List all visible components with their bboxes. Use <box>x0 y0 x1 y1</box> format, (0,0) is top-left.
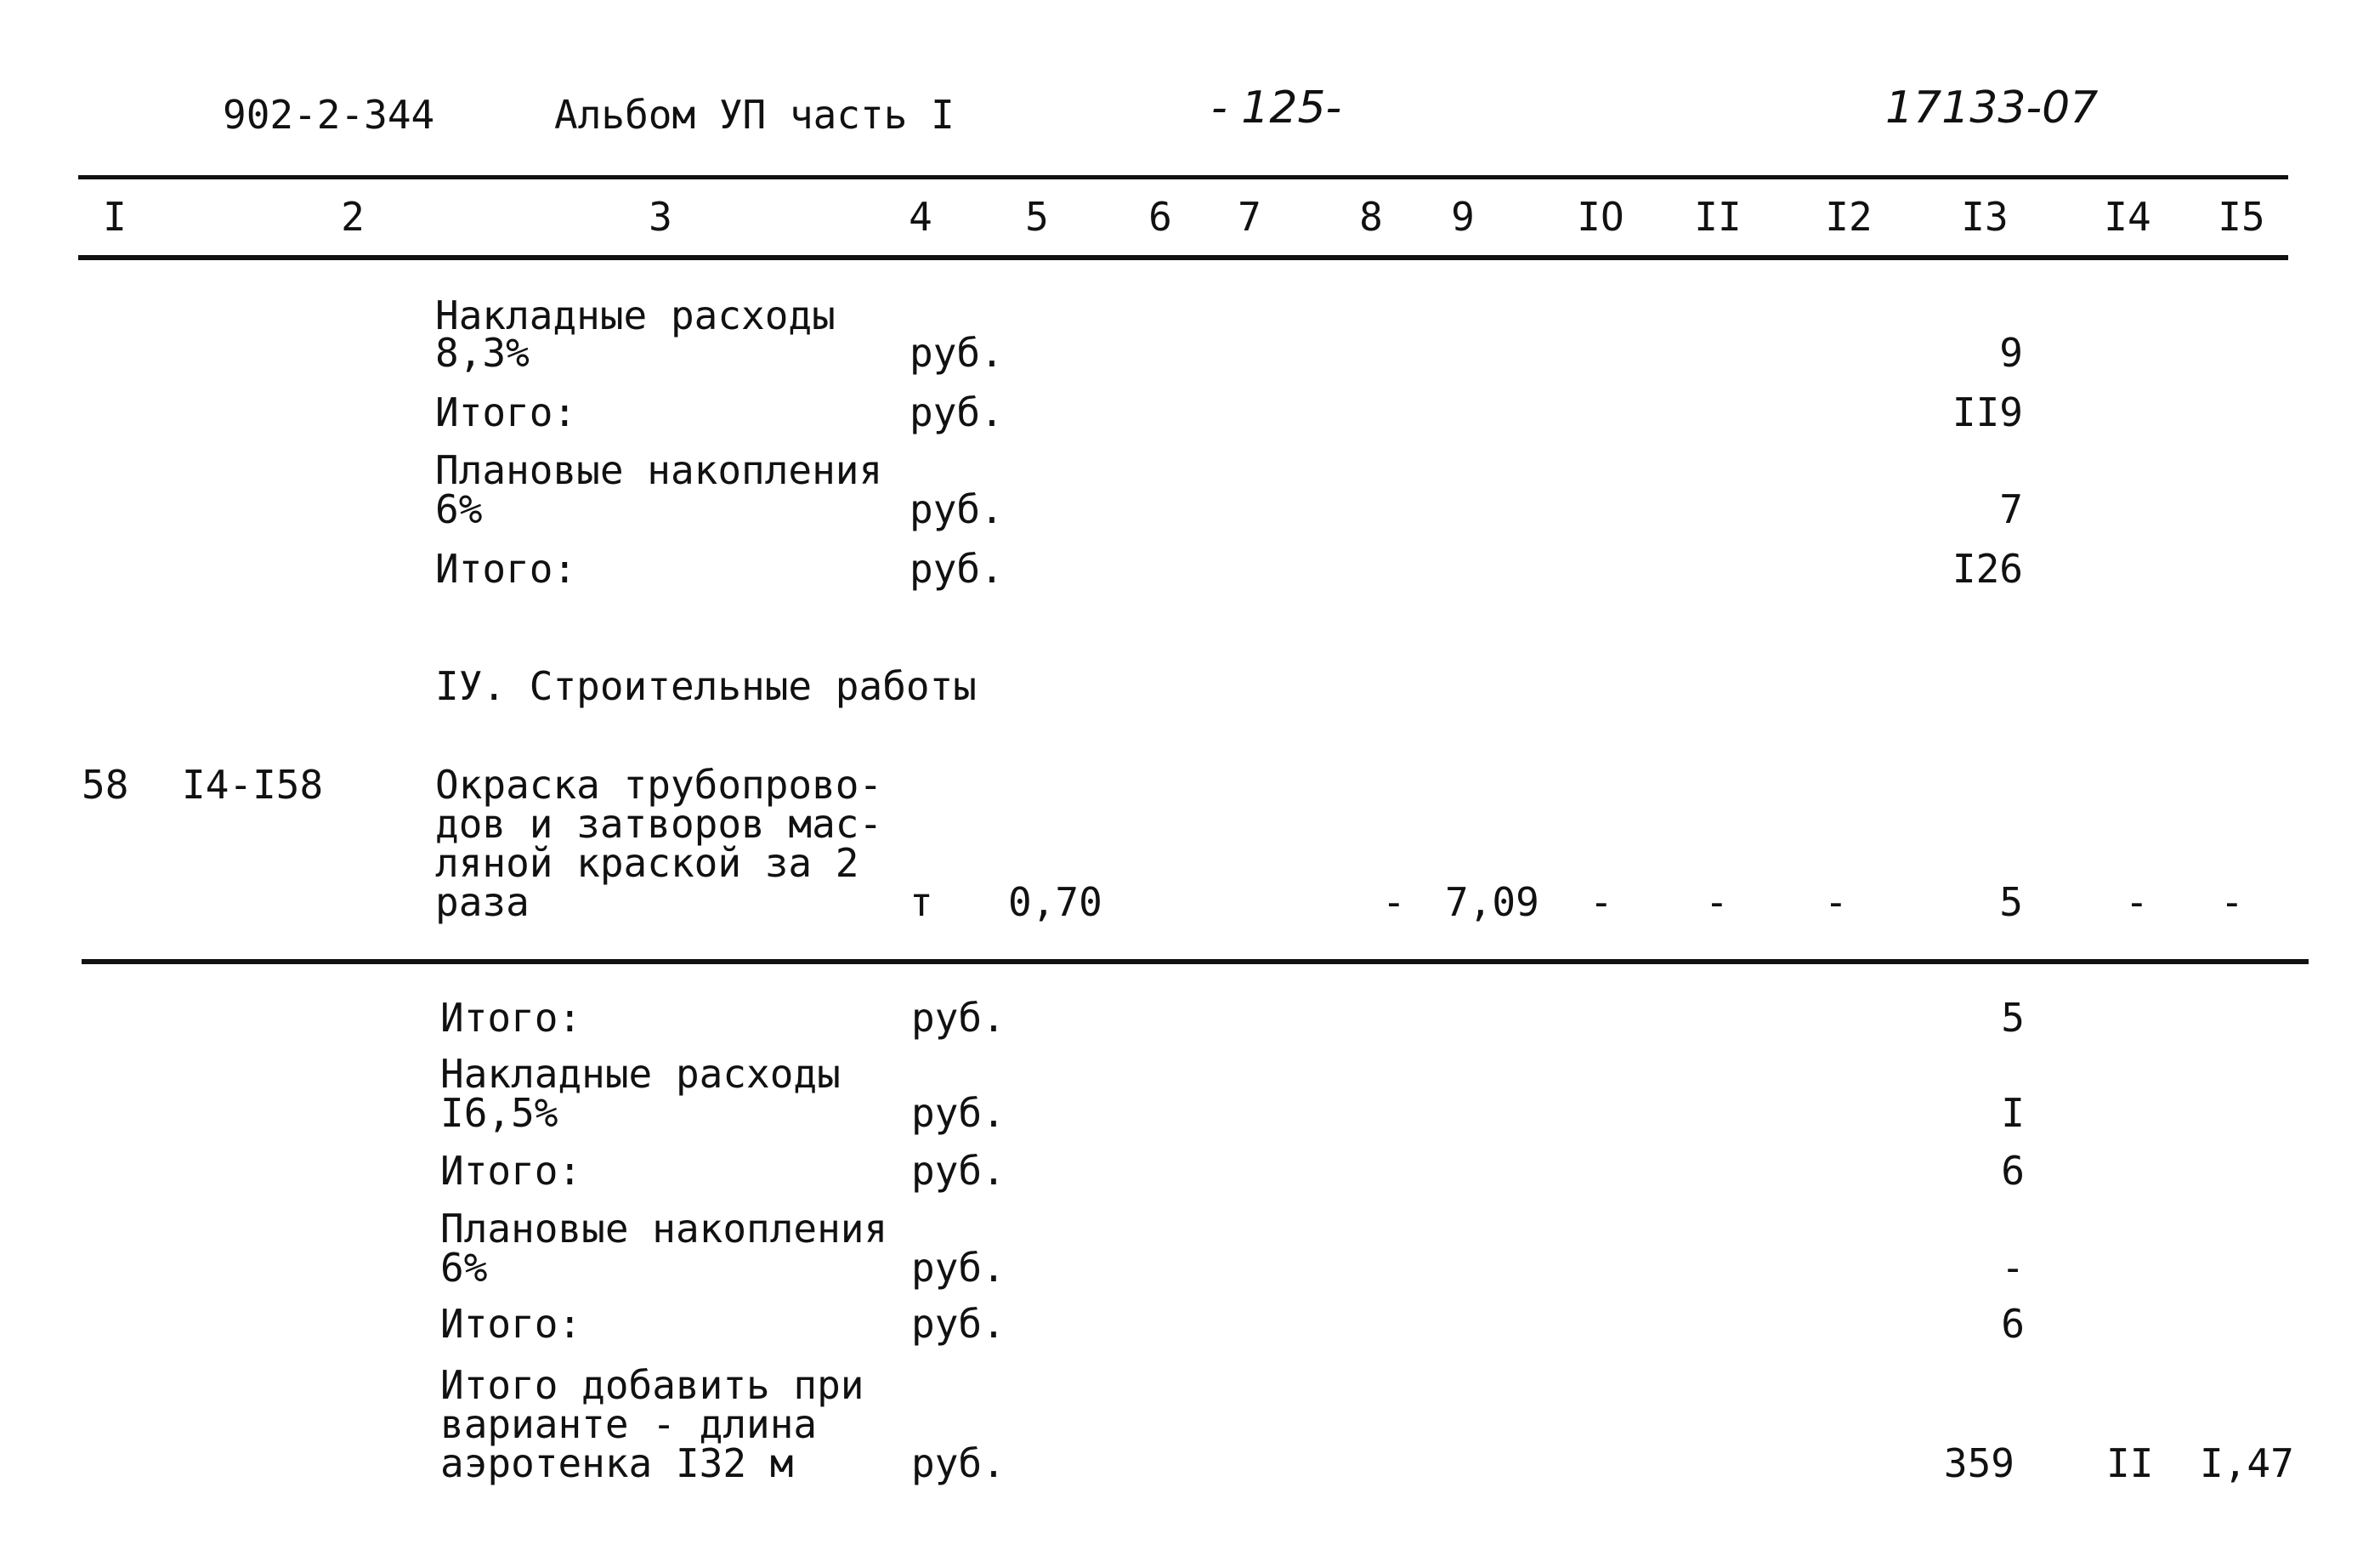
overhead-percent: 8,3% <box>435 330 530 376</box>
album-label: Альбом УП часть I <box>554 92 955 138</box>
column-number: I <box>103 194 127 240</box>
document-stamp: 17133-07 <box>1885 82 2099 133</box>
total-label: Итого: <box>440 1301 582 1347</box>
unit-label: руб. <box>910 330 1004 376</box>
item-col13: 5 <box>1999 879 2023 925</box>
column-number: 2 <box>341 194 365 240</box>
amount-value: 6 <box>2001 1301 2025 1347</box>
grand-total-col13: 359 <box>1943 1440 2014 1486</box>
amount-value: 6 <box>2001 1148 2025 1194</box>
item-quantity: 0,70 <box>1008 879 1102 925</box>
amount-value: 7 <box>1999 486 2023 532</box>
section-rule <box>82 959 2309 964</box>
unit-label: руб. <box>911 1090 1006 1136</box>
planned-savings-label: Плановые накопления <box>440 1206 888 1252</box>
amount-value: 9 <box>1999 330 2023 376</box>
column-number: 3 <box>649 194 672 240</box>
item-col12: - <box>1824 879 1848 925</box>
column-number: 9 <box>1451 194 1475 240</box>
total-label: Итого: <box>435 546 577 592</box>
amount-value: - <box>2001 1245 2025 1291</box>
total-label: Итого: <box>435 389 577 435</box>
overhead-label: Накладные расходы <box>440 1051 841 1097</box>
item-number: 58 <box>82 762 129 808</box>
header-bottom-rule <box>78 255 2288 260</box>
grand-total-col14: II <box>2106 1440 2154 1486</box>
amount-value: I26 <box>1952 546 2023 592</box>
amount-value: I <box>2001 1090 2025 1136</box>
page-number: - 125- <box>1211 82 1342 133</box>
planned-savings-percent: 6% <box>435 486 483 532</box>
column-number: II <box>1694 194 1742 240</box>
unit-label: руб. <box>911 1148 1006 1194</box>
item-description-line: ляной краской за 2 <box>435 840 859 886</box>
overhead-percent: I6,5% <box>440 1090 558 1136</box>
column-number: 7 <box>1238 194 1261 240</box>
overhead-label: Накладные расходы <box>435 292 836 338</box>
item-col11: - <box>1705 879 1729 925</box>
item-description-line: Окраска трубопрово- <box>435 762 883 808</box>
planned-savings-percent: 6% <box>440 1245 488 1291</box>
unit-label: руб. <box>910 389 1004 435</box>
unit-label: руб. <box>910 546 1004 592</box>
item-description-line: раза <box>435 879 530 925</box>
amount-value: 5 <box>2001 995 2025 1041</box>
item-col10: - <box>1590 879 1613 925</box>
grand-total-col15: I,47 <box>2200 1440 2294 1486</box>
column-number: I3 <box>1961 194 2009 240</box>
column-number: 8 <box>1359 194 1383 240</box>
column-number: I2 <box>1825 194 1873 240</box>
unit-label: руб. <box>911 995 1006 1041</box>
column-number: I4 <box>2104 194 2151 240</box>
unit-label: руб. <box>910 486 1004 532</box>
total-label: Итого: <box>440 995 582 1041</box>
item-col15: - <box>2220 879 2244 925</box>
item-col14: - <box>2125 879 2149 925</box>
item-col8: - <box>1382 879 1406 925</box>
column-number: I5 <box>2218 194 2265 240</box>
unit-label: руб. <box>911 1301 1006 1347</box>
grand-total-label-line: аэротенка I32 м <box>440 1440 794 1486</box>
unit-label: руб. <box>911 1245 1006 1291</box>
item-col9: 7,09 <box>1445 879 1539 925</box>
document-code: 902-2-344 <box>223 92 435 138</box>
total-label: Итого: <box>440 1148 582 1194</box>
item-code: I4-I58 <box>182 762 324 808</box>
column-number: 5 <box>1025 194 1049 240</box>
section-title: IУ. Строительные работы <box>435 663 977 709</box>
planned-savings-label: Плановые накопления <box>435 447 883 493</box>
top-rule <box>78 175 2288 179</box>
column-number: IO <box>1577 194 1624 240</box>
column-number: 4 <box>909 194 932 240</box>
grand-total-label-line: Итого добавить при <box>440 1362 864 1408</box>
item-description-line: дов и затворов мас- <box>435 801 883 847</box>
column-number: 6 <box>1148 194 1172 240</box>
amount-value: II9 <box>1952 389 2023 435</box>
unit-label: руб. <box>911 1440 1006 1486</box>
grand-total-label-line: варианте - длина <box>440 1401 818 1447</box>
item-unit: т <box>910 879 933 925</box>
